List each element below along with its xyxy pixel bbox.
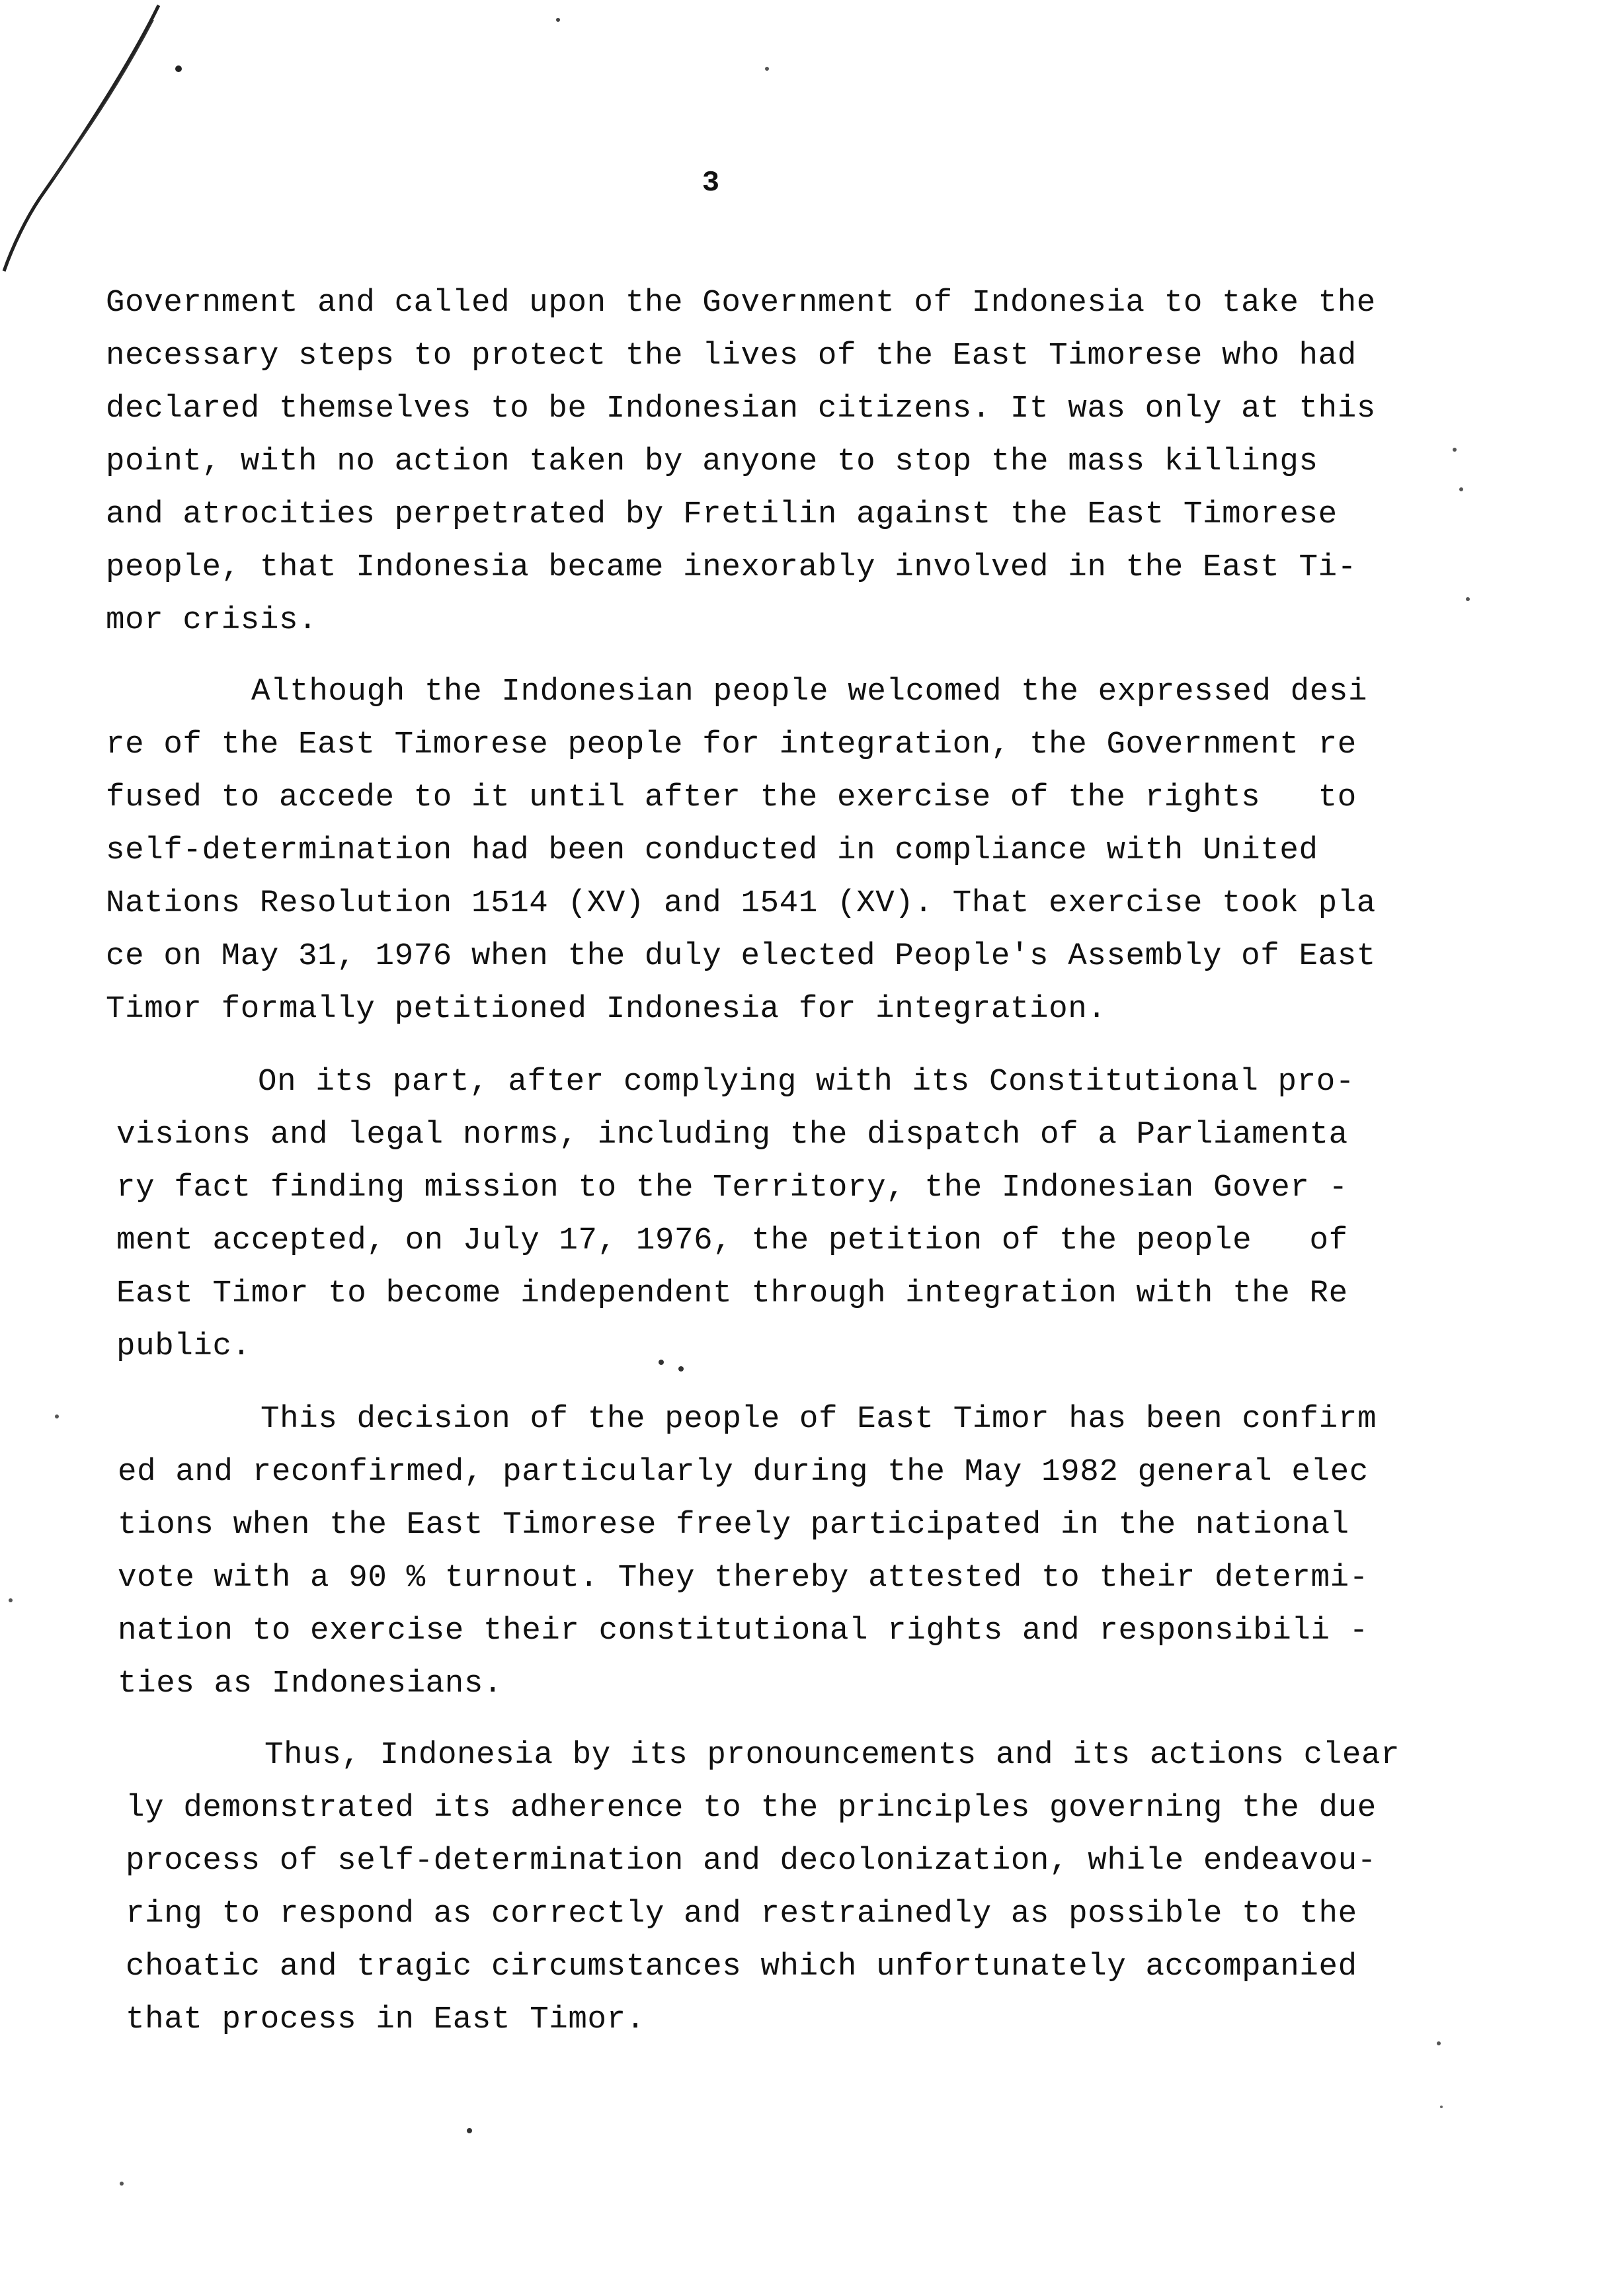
text-line: Nations Resolution 1514 (XV) and 1541 (XV). That exercise took pla: [106, 885, 1376, 921]
text-line: East Timor to become independent through integration with the Re: [116, 1276, 1348, 1311]
text-line: and atrocities perpetrated by Fretilin against the East Timorese: [106, 497, 1338, 532]
text-line: ry fact finding mission to the Territory, the Indonesian Gover -: [116, 1170, 1348, 1206]
text-line: nation to exercise their constitutional rights and responsibili -: [118, 1613, 1369, 1649]
text-line: Thus, Indonesia by its pronouncements and its actions clear: [264, 1737, 1400, 1773]
text-line: visions and legal norms, including the dispatch of a Parliamenta: [116, 1117, 1348, 1153]
text-line: ly demonstrated its adherence to the principles governing the due: [126, 1790, 1377, 1826]
text-line: fused to accede to it until after the exercise of the rights to: [106, 780, 1357, 815]
text-line: ring to respond as correctly and restrainedly as possible to the: [126, 1896, 1357, 1932]
text-line: re of the East Timorese people for integration, the Government re: [106, 727, 1357, 762]
text-line: Although the Indonesian people welcomed the expressed desi: [251, 674, 1368, 710]
text-line: Timor formally petitioned Indonesia for integration.: [106, 991, 1107, 1027]
text-line: declared themselves to be Indonesian citizens. It was only at this: [106, 391, 1376, 427]
text-line: ties as Indonesians.: [118, 1666, 503, 1702]
text-line: public.: [116, 1329, 251, 1364]
text-line: choatic and tragic circumstances which unfortunately accompanied: [126, 1949, 1357, 1985]
text-line: self-determination had been conducted in compliance with United: [106, 833, 1318, 868]
text-line: ce on May 31, 1976 when the duly elected People's Assembly of East: [106, 938, 1376, 974]
text-line: ment accepted, on July 17, 1976, the petition of the people of: [116, 1223, 1348, 1258]
text-line: process of self-determination and decolonization, while endeavou-: [126, 1843, 1377, 1879]
text-line: On its part, after complying with its Constitutional pro-: [258, 1064, 1355, 1100]
text-line: tions when the East Timorese freely participated in the national: [118, 1507, 1349, 1543]
text-line: mor crisis.: [106, 602, 318, 638]
page-number: 3: [702, 167, 720, 200]
text-line: necessary steps to protect the lives of the East Timorese who had: [106, 338, 1357, 374]
text-line: point, with no action taken by anyone to stop the mass killings: [106, 444, 1318, 479]
text-line: Government and called upon the Government of Indonesia to take the: [106, 285, 1376, 321]
text-line: that process in East Timor.: [126, 2002, 645, 2037]
text-line: vote with a 90 % turnout. They thereby attested to their determi-: [118, 1560, 1369, 1596]
text-line: people, that Indonesia became inexorably involved in the East Ti-: [106, 550, 1357, 585]
text-line: ed and reconfirmed, particularly during the May 1982 general elec: [118, 1454, 1369, 1490]
text-line: This decision of the people of East Timor has been confirm: [261, 1401, 1377, 1437]
